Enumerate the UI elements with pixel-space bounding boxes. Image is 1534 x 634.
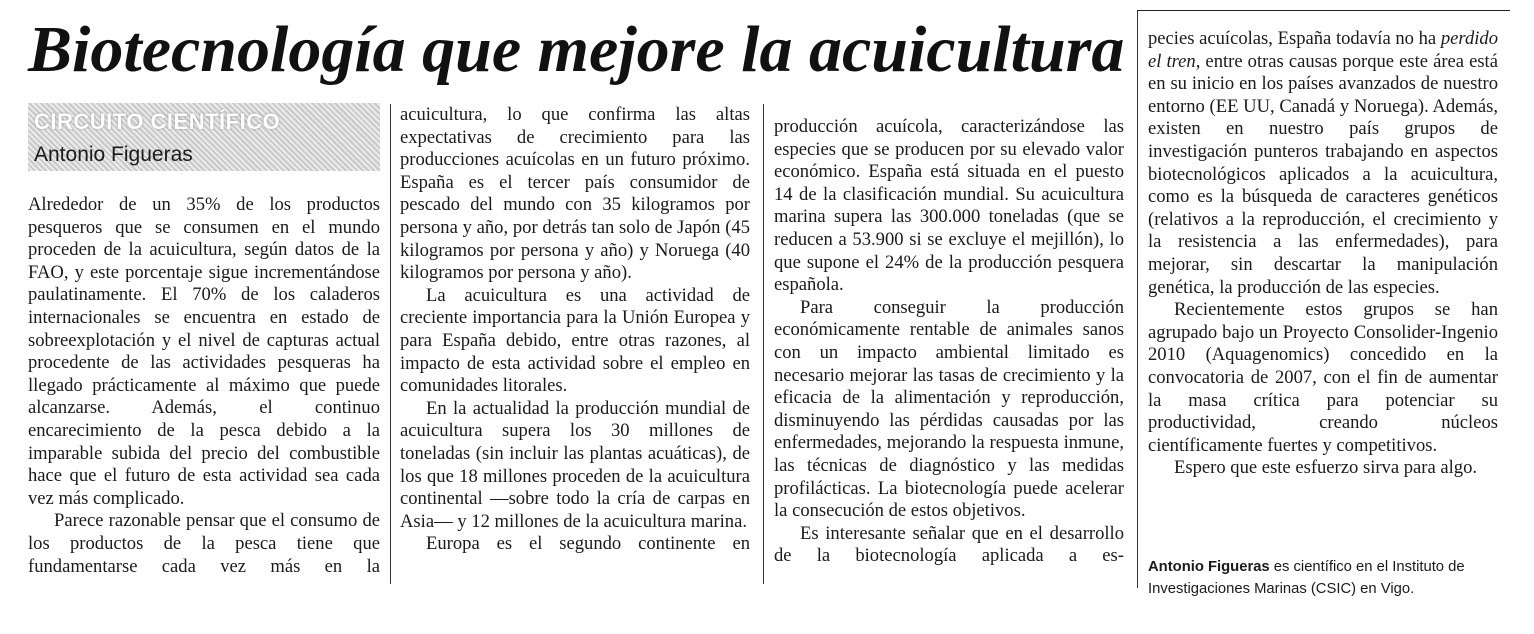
paragraph: Espero que este esfuerzo sirva para algo. (1174, 457, 1478, 479)
paragraph: Alrededor de un 35% de los productos pesqueros que se consumen en el mundo proceden de la acuicultura, según datos de la FAO, y este porcentaje sigue incrementándose paulatinamente. El 70% de los caladeros internacionales se encuentra en estado de sobreexplotación y el nivel de capturas actual procedente de las actividades pesqueras ha llegado prácticamente al máximo que puede alcanzarse. Además, el continuo encarecimiento de la pesca debido a la imparable subida del precio del combustible hace que el futuro de esta actividad sea cada vez más complicado. (28, 194, 380, 509)
column-divider (390, 104, 391, 584)
paragraph (1148, 28, 1498, 299)
top-rule (1138, 10, 1510, 11)
paragraph: Recientemente estos grupos se han agrupado bajo un Proyecto Consolider-Ingenio 2010 (Aquagenomics) concedido en la convocatoria de 2007, con el fin de aumentar la masa crítica para potenciar su productividad, creando núcleos científicamente fuertes y competitivos. (1148, 299, 1498, 456)
column-divider (1137, 10, 1138, 588)
paragraph-text: pecies acuícolas, España todavía no ha (1148, 28, 1441, 49)
paragraph: Europa es el segundo continente en (426, 533, 750, 555)
paragraph: La acuicultura es una actividad de creciente importancia para la Unión Europea y para España debido, entre otras razones, al impacto de esta actividad sobre el empleo en comunidades litorales. (400, 284, 750, 397)
section-kicker (28, 103, 380, 171)
article-column-2 (400, 104, 750, 556)
paragraph: acuicultura, lo que confirma las altas expectativas de crecimiento para las producciones acuícolas en un futuro próximo. España es el tercer país consumidor de pescado del mundo con 35 kilogramos por persona y año, por detrás tan solo de Japón (45 kilogramos por persona y año) y Noruega (40 kilogramos por persona y año). (400, 104, 750, 284)
paragraph-text: , entre otras causas porque este área está en su inicio en los países avanzados de nuestro entorno (EE UU, Canadá y Noruega). Además, existen en nuestro país grupos de investigación punteros trabajando en aspectos biotecnológicos aplicados a la acuicultura, como es la búsqueda de caracteres genéticos (relativos a la reproducción, el crecimiento y la resistencia a las enfermedades), para mejorar, sin descartar la manipulación genética, la producción de las especies. (1148, 50, 1498, 298)
bio-text: es científico en el Instituto de Investigaciones Marinas (CSIC) en Vigo. (1148, 559, 1465, 597)
paragraph: Es interesante señalar que en el desarrollo de la biotecnología aplicada a es- (774, 522, 1124, 567)
bio-author-name: Antonio Figueras (1148, 559, 1270, 575)
paragraph: En la actualidad la producción mundial de acuicultura supera los 30 millones de toneladas (sin incluir las plantas acuáticas), de los que 18 millones proceden de la acuicultura continental —sobre todo la cría de carpas en Asia— y 12 millones de la acuicultura marina. (400, 397, 750, 532)
article-column-3 (774, 116, 1124, 568)
column-divider (763, 104, 764, 584)
author-bio (1148, 556, 1498, 600)
headline: Biotecnología que mejore la acuicultura (28, 13, 1125, 86)
article-column-4 (1148, 28, 1498, 480)
author-byline: Antonio Figueras (34, 143, 193, 166)
emphasis-text: perdido el tren (1148, 28, 1498, 72)
article-column-1 (28, 194, 380, 578)
paragraph: Parece razonable pensar que el consumo de los productos de la pesca tiene que fundamentarse cada vez más en la (28, 510, 380, 577)
paragraph: Para conseguir la producción económicamente rentable de animales sanos con un impacto ambiental limitado es necesario mejorar las tasas de crecimiento y la eficacia de la alimentación y reproducción, disminuyendo las pérdidas causadas por las enfermedades, mejorando la respuesta inmune, las técnicas de diagnóstico y las medidas profilácticas. La biotecnología puede acelerar la consecución de estos objetivos. (774, 296, 1124, 522)
section-label: CIRCUITO CIENTÍFICO (34, 109, 281, 134)
paragraph: producción acuícola, caracterizándose las especies que se producen por su elevado valor económico. España está situada en el puesto 14 de la clasificación mundial. Su acuicultura marina supera las 300.000 toneladas (que se reducen a 53.900 si se excluye el mejillón), lo que supone el 24% de la producción pesquera española. (774, 116, 1124, 296)
